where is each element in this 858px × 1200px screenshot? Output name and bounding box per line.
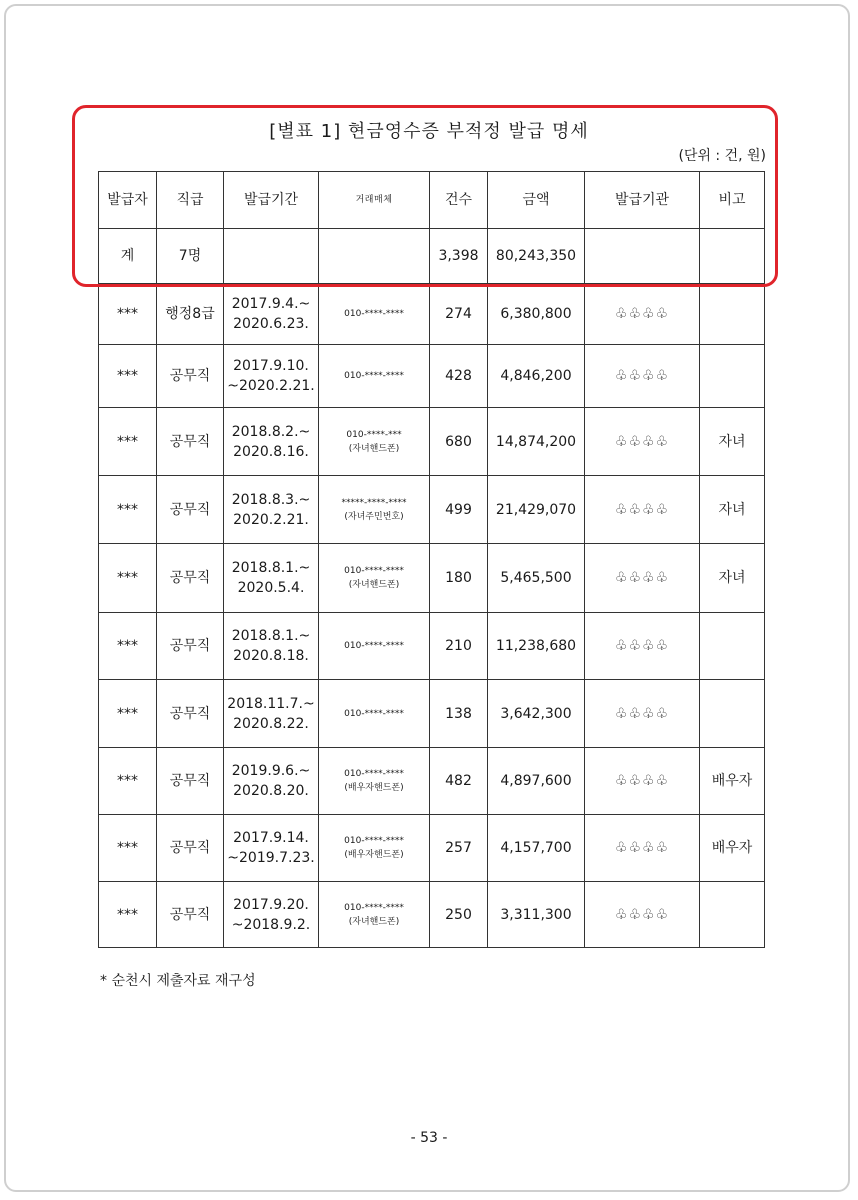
row-period <box>224 544 319 613</box>
row-medium <box>319 815 430 882</box>
row-note <box>700 613 765 680</box>
header-agency: 발급기관 <box>585 172 700 229</box>
row-amount: 4,157,700 <box>488 815 585 882</box>
medium-owner: (배우자핸드폰) <box>344 783 404 793</box>
row-amount: 14,874,200 <box>488 408 585 476</box>
row-amount: 4,897,600 <box>488 748 585 815</box>
row-period <box>224 408 319 476</box>
issuance-table <box>98 171 765 948</box>
row-period <box>224 613 319 680</box>
row-rank: 공무직 <box>157 408 224 476</box>
row-issuer: *** <box>99 284 157 345</box>
row-count: 428 <box>430 345 488 408</box>
row-agency: ♧♧♧♧ <box>585 748 700 815</box>
row-note <box>700 345 765 408</box>
period-start: 2018.11.7.~ <box>227 695 315 712</box>
row-rank: 공무직 <box>157 544 224 613</box>
medium-owner: (자녀주민번호) <box>344 511 404 522</box>
medium-number: 010-****-**** <box>344 566 404 576</box>
period-end: 2020.8.18. <box>233 648 309 664</box>
row-medium <box>319 345 430 408</box>
row-issuer: *** <box>99 680 157 748</box>
medium-number: 010-****-**** <box>344 902 404 913</box>
row-count: 250 <box>430 882 488 948</box>
row-issuer: *** <box>99 544 157 613</box>
row-issuer: *** <box>99 613 157 680</box>
period-start: 2017.9.14. <box>233 830 309 846</box>
row-rank: 공무직 <box>157 882 224 948</box>
table-row <box>99 476 765 544</box>
total-count: 3,398 <box>430 229 488 284</box>
header-issuer: 발급자 <box>99 172 157 229</box>
row-note: 자녀 <box>700 544 765 613</box>
row-period <box>224 476 319 544</box>
period-start: 2018.8.3.~ <box>231 491 311 508</box>
header-row <box>99 172 765 229</box>
row-rank: 공무직 <box>157 680 224 748</box>
row-amount: 6,380,800 <box>488 284 585 345</box>
table-row <box>99 345 765 408</box>
period-start: 2017.9.20. <box>233 896 309 913</box>
row-agency: ♧♧♧♧ <box>585 815 700 882</box>
row-medium <box>319 680 430 748</box>
row-period <box>224 345 319 408</box>
header-medium: 거래매체 <box>319 172 430 229</box>
row-note: 배우자 <box>700 748 765 815</box>
table-row <box>99 284 765 345</box>
medium-number: 010-****-**** <box>344 769 404 779</box>
row-medium <box>319 544 430 613</box>
row-count: 210 <box>430 613 488 680</box>
row-agency: ♧♧♧♧ <box>585 613 700 680</box>
row-amount: 11,238,680 <box>488 613 585 680</box>
row-period <box>224 284 319 345</box>
row-agency: ♧♧♧♧ <box>585 345 700 408</box>
total-medium <box>319 229 430 284</box>
header-rank: 직급 <box>157 172 224 229</box>
medium-owner: (배우자핸드폰) <box>344 850 404 860</box>
table-row <box>99 680 765 748</box>
row-agency: ♧♧♧♧ <box>585 882 700 948</box>
row-issuer: *** <box>99 748 157 815</box>
table-row <box>99 408 765 476</box>
row-issuer: *** <box>99 882 157 948</box>
row-issuer: *** <box>99 815 157 882</box>
row-amount: 4,846,200 <box>488 345 585 408</box>
page-number: - 53 - <box>410 1130 448 1146</box>
row-issuer: *** <box>99 345 157 408</box>
medium-number: 010-****-**** <box>344 836 404 846</box>
row-medium <box>319 748 430 815</box>
row-amount: 3,642,300 <box>488 680 585 748</box>
total-period <box>224 229 319 284</box>
row-count: 499 <box>430 476 488 544</box>
table-row <box>99 882 765 948</box>
medium-owner: (자녀핸드폰) <box>348 443 400 454</box>
row-count: 482 <box>430 748 488 815</box>
row-note: 자녀 <box>700 476 765 544</box>
table-row <box>99 544 765 613</box>
row-agency: ♧♧♧♧ <box>585 680 700 748</box>
medium-number: *****-****-**** <box>341 497 407 508</box>
row-count: 180 <box>430 544 488 613</box>
row-period <box>224 748 319 815</box>
period-end: ~2019.7.23. <box>227 850 315 866</box>
header-amount: 금액 <box>488 172 585 229</box>
medium-number: 010-****-**** <box>344 641 404 651</box>
header-period: 발급기간 <box>224 172 319 229</box>
header-note: 비고 <box>700 172 765 229</box>
row-issuer: *** <box>99 408 157 476</box>
row-medium <box>319 408 430 476</box>
row-amount: 21,429,070 <box>488 476 585 544</box>
row-rank: 공무직 <box>157 476 224 544</box>
medium-number: 010-****-**** <box>344 309 404 319</box>
total-issuer: 계 <box>99 229 157 284</box>
period-end: 2020.8.16. <box>233 443 309 460</box>
row-rank: 공무직 <box>157 748 224 815</box>
row-agency: ♧♧♧♧ <box>585 544 700 613</box>
row-note: 배우자 <box>700 815 765 882</box>
row-medium <box>319 882 430 948</box>
period-end: 2020.5.4. <box>237 580 305 596</box>
footnote: * 순천시 제출자료 재구성 <box>100 973 256 989</box>
period-start: 2018.8.1.~ <box>231 560 311 576</box>
row-period <box>224 680 319 748</box>
row-count: 274 <box>430 284 488 345</box>
row-rank: 공무직 <box>157 613 224 680</box>
period-end: 2020.8.22. <box>233 715 309 732</box>
row-amount: 3,311,300 <box>488 882 585 948</box>
period-start: 2019.9.6.~ <box>231 763 311 779</box>
period-start: 2018.8.2.~ <box>231 423 311 440</box>
period-end: ~2020.2.21. <box>227 378 315 394</box>
row-amount: 5,465,500 <box>488 544 585 613</box>
row-rank: 공무직 <box>157 345 224 408</box>
row-note <box>700 882 765 948</box>
row-agency: ♧♧♧♧ <box>585 476 700 544</box>
period-end: 2020.8.20. <box>233 783 309 799</box>
row-note <box>700 680 765 748</box>
total-row <box>99 229 765 284</box>
row-agency: ♧♧♧♧ <box>585 408 700 476</box>
row-count: 138 <box>430 680 488 748</box>
row-medium <box>319 476 430 544</box>
row-note: 자녀 <box>700 408 765 476</box>
header-count: 건수 <box>430 172 488 229</box>
row-note <box>700 284 765 345</box>
row-agency: ♧♧♧♧ <box>585 284 700 345</box>
medium-number: 010-****-*** <box>346 429 402 440</box>
row-medium <box>319 613 430 680</box>
medium-number: 010-****-**** <box>344 371 404 381</box>
unit-label: (단위 : 건, 원) <box>678 148 766 164</box>
row-medium <box>319 284 430 345</box>
period-end: ~2018.9.2. <box>231 916 311 933</box>
table-row <box>99 815 765 882</box>
row-count: 257 <box>430 815 488 882</box>
period-start: 2017.9.10. <box>233 358 309 374</box>
period-end: 2020.2.21. <box>233 511 309 528</box>
table-row <box>99 748 765 815</box>
row-period <box>224 882 319 948</box>
medium-number: 010-****-**** <box>344 708 404 719</box>
total-note <box>700 229 765 284</box>
table-row <box>99 613 765 680</box>
medium-owner: (자녀핸드폰) <box>348 580 400 590</box>
table-title: [별표 1] 현금영수증 부적정 발급 명세 <box>269 121 589 142</box>
medium-owner: (자녀핸드폰) <box>348 916 400 927</box>
total-rank: 7명 <box>157 229 224 284</box>
row-period <box>224 815 319 882</box>
row-count: 680 <box>430 408 488 476</box>
total-agency <box>585 229 700 284</box>
row-issuer: *** <box>99 476 157 544</box>
total-amount: 80,243,350 <box>488 229 585 284</box>
period-start: 2018.8.1.~ <box>231 628 311 644</box>
row-rank: 공무직 <box>157 815 224 882</box>
period-end: 2020.6.23. <box>233 316 309 332</box>
row-rank: 행정8급 <box>157 284 224 345</box>
period-start: 2017.9.4.~ <box>231 296 311 312</box>
